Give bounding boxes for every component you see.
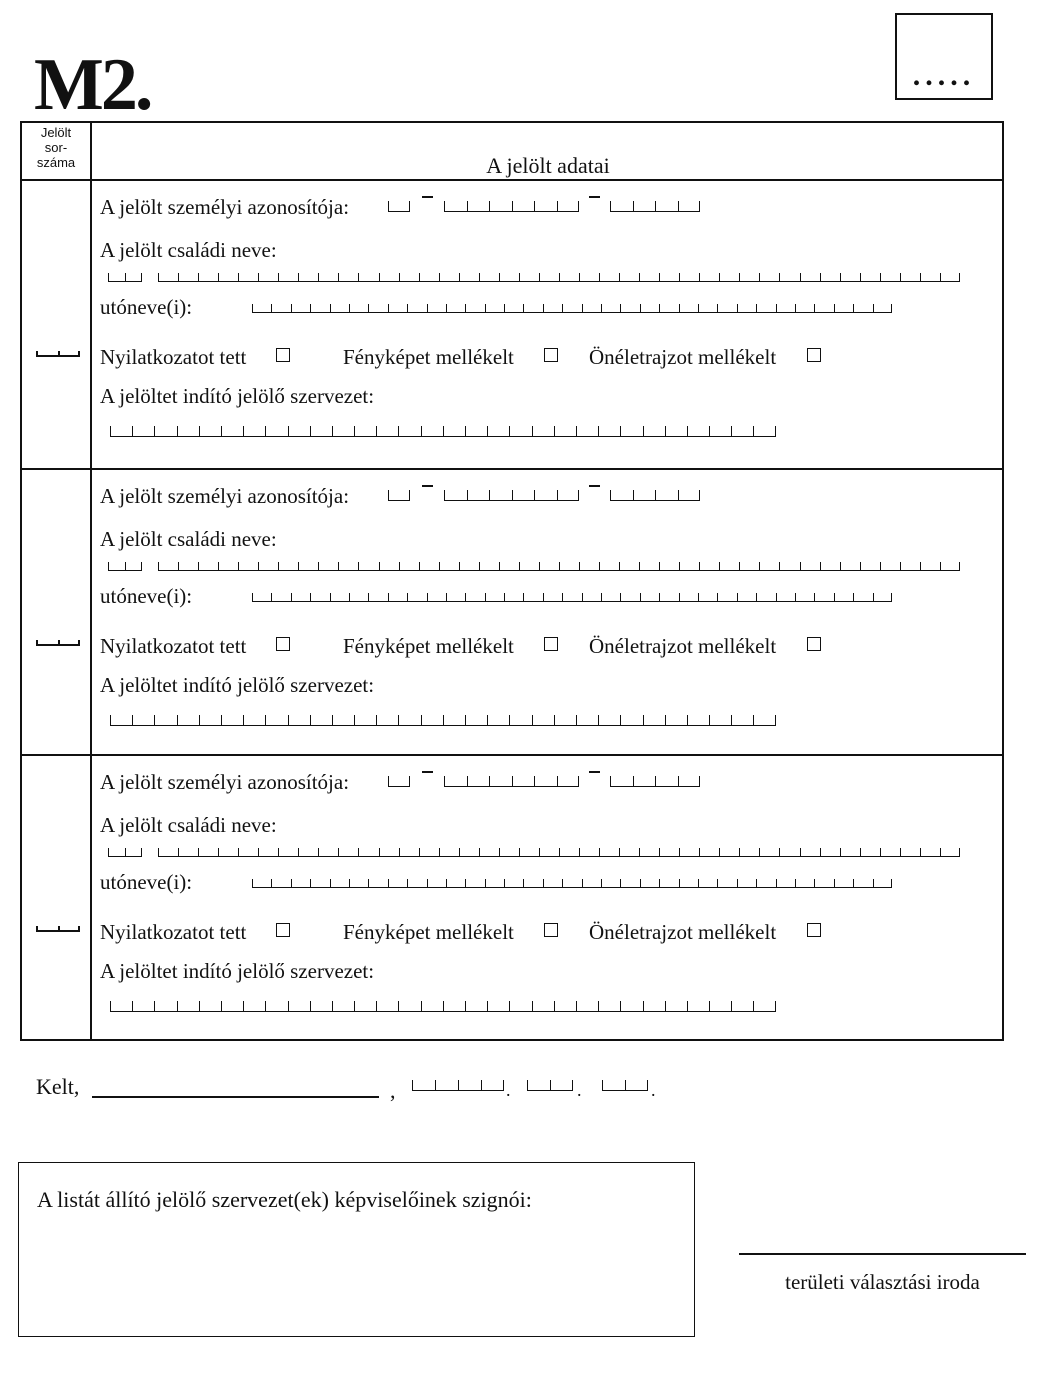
declaration-label: Nyilatkozatot tett — [100, 345, 247, 369]
cv-label: Önéletrajzot mellékelt — [589, 920, 777, 944]
declaration-checkbox-icon[interactable] — [276, 637, 290, 651]
nominating-org-boxes[interactable] — [110, 1001, 776, 1012]
given-names-label: utóneve(i): — [100, 295, 193, 319]
given-names-boxes[interactable] — [252, 593, 892, 604]
personal-id-sex-box[interactable] — [388, 490, 410, 501]
dash-icon — [422, 485, 433, 487]
office-signature-line[interactable] — [739, 1253, 1026, 1255]
nominating-org-label: A jelöltet indító jelölő szervezet: — [100, 959, 375, 983]
given-names-boxes[interactable] — [252, 879, 892, 890]
signatures-label: A listát állító jelölő szervezet(ek) képviselőinek szignói: — [37, 1187, 532, 1212]
place-input-line[interactable] — [92, 1096, 379, 1098]
signatures-box[interactable] — [18, 1162, 695, 1337]
dash-icon — [422, 196, 433, 198]
personal-id-sex-box[interactable] — [388, 776, 410, 787]
given-names-label: utóneve(i): — [100, 584, 193, 608]
photo-label: Fényképet mellékelt — [343, 920, 514, 944]
personal-id-date-boxes[interactable] — [444, 776, 579, 787]
photo-checkbox-icon[interactable] — [544, 637, 558, 651]
declaration-checkbox-icon[interactable] — [276, 348, 290, 362]
given-names-boxes[interactable] — [252, 304, 892, 315]
dash-icon — [589, 485, 600, 487]
photo-checkbox-icon[interactable] — [544, 348, 558, 362]
declaration-label: Nyilatkozatot tett — [100, 634, 247, 658]
family-name-boxes[interactable] — [158, 273, 960, 284]
personal-id-label: A jelölt személyi azonosítója: — [100, 484, 350, 508]
cv-label: Önéletrajzot mellékelt — [589, 345, 777, 369]
candidate-number-boxes[interactable] — [36, 640, 80, 646]
personal-id-date-boxes[interactable] — [444, 201, 579, 212]
personal-id-label: A jelölt személyi azonosítója: — [100, 770, 350, 794]
family-name-label: A jelölt családi neve: — [100, 527, 277, 551]
family-name-label: A jelölt családi neve: — [100, 813, 277, 837]
personal-id-serial-boxes[interactable] — [610, 201, 700, 212]
personal-id-date-boxes[interactable] — [444, 490, 579, 501]
table-header-row — [22, 123, 1002, 181]
page-number-box[interactable] — [895, 13, 993, 100]
candidates-table — [20, 121, 1004, 1041]
date-year-boxes[interactable] — [412, 1080, 504, 1091]
cv-checkbox-icon[interactable] — [807, 637, 821, 651]
candidate-section — [22, 470, 1002, 756]
kelt-label: Kelt, — [36, 1074, 80, 1099]
personal-id-serial-boxes[interactable] — [610, 776, 700, 787]
family-name-prefix-boxes[interactable] — [108, 848, 142, 859]
candidate-number-header-line: Jelölt — [40, 125, 72, 140]
date-dot: . — [506, 1080, 511, 1100]
personal-id-sex-box[interactable] — [388, 201, 410, 212]
dash-icon — [422, 771, 433, 773]
nominating-org-boxes[interactable] — [110, 426, 776, 437]
photo-label: Fényképet mellékelt — [343, 634, 514, 658]
candidate-number-header-line: sor- — [44, 140, 68, 155]
date-month-boxes[interactable] — [527, 1080, 573, 1091]
dash-icon — [589, 196, 600, 198]
photo-label: Fényképet mellékelt — [343, 345, 514, 369]
nominating-org-label: A jelöltet indító jelölő szervezet: — [100, 384, 375, 408]
family-name-boxes[interactable] — [158, 848, 960, 859]
candidate-number-cell — [22, 470, 92, 756]
personal-id-serial-boxes[interactable] — [610, 490, 700, 501]
candidate-number-cell — [22, 181, 92, 470]
family-name-prefix-boxes[interactable] — [108, 562, 142, 573]
personal-id-label: A jelölt személyi azonosítója: — [100, 195, 350, 219]
given-names-label: utóneve(i): — [100, 870, 193, 894]
candidate-number-boxes[interactable] — [36, 926, 80, 932]
candidate-number-header-line: száma — [36, 155, 76, 170]
photo-checkbox-icon[interactable] — [544, 923, 558, 937]
declaration-label: Nyilatkozatot tett — [100, 920, 247, 944]
date-dot: . — [577, 1080, 582, 1100]
date-dot: . — [651, 1080, 656, 1100]
candidate-number-cell — [22, 756, 92, 1041]
cv-checkbox-icon[interactable] — [807, 348, 821, 362]
kelt-comma: , — [390, 1078, 396, 1103]
form-code: M2. — [34, 44, 151, 126]
declaration-checkbox-icon[interactable] — [276, 923, 290, 937]
candidate-number-boxes[interactable] — [36, 351, 80, 357]
date-day-boxes[interactable] — [602, 1080, 648, 1091]
candidate-data-header: A jelölt adatai — [486, 153, 610, 178]
candidate-section — [22, 181, 1002, 470]
office-label: területi választási iroda — [785, 1270, 980, 1294]
family-name-prefix-boxes[interactable] — [108, 273, 142, 284]
nominating-org-boxes[interactable] — [110, 715, 776, 726]
nominating-org-label: A jelöltet indító jelölő szervezet: — [100, 673, 375, 697]
cv-checkbox-icon[interactable] — [807, 923, 821, 937]
candidate-number-header — [22, 123, 92, 179]
dash-icon — [589, 771, 600, 773]
cv-label: Önéletrajzot mellékelt — [589, 634, 777, 658]
candidate-section — [22, 756, 1002, 1041]
family-name-label: A jelölt családi neve: — [100, 238, 277, 262]
page-number-dots: ..... — [912, 59, 976, 92]
family-name-boxes[interactable] — [158, 562, 960, 573]
